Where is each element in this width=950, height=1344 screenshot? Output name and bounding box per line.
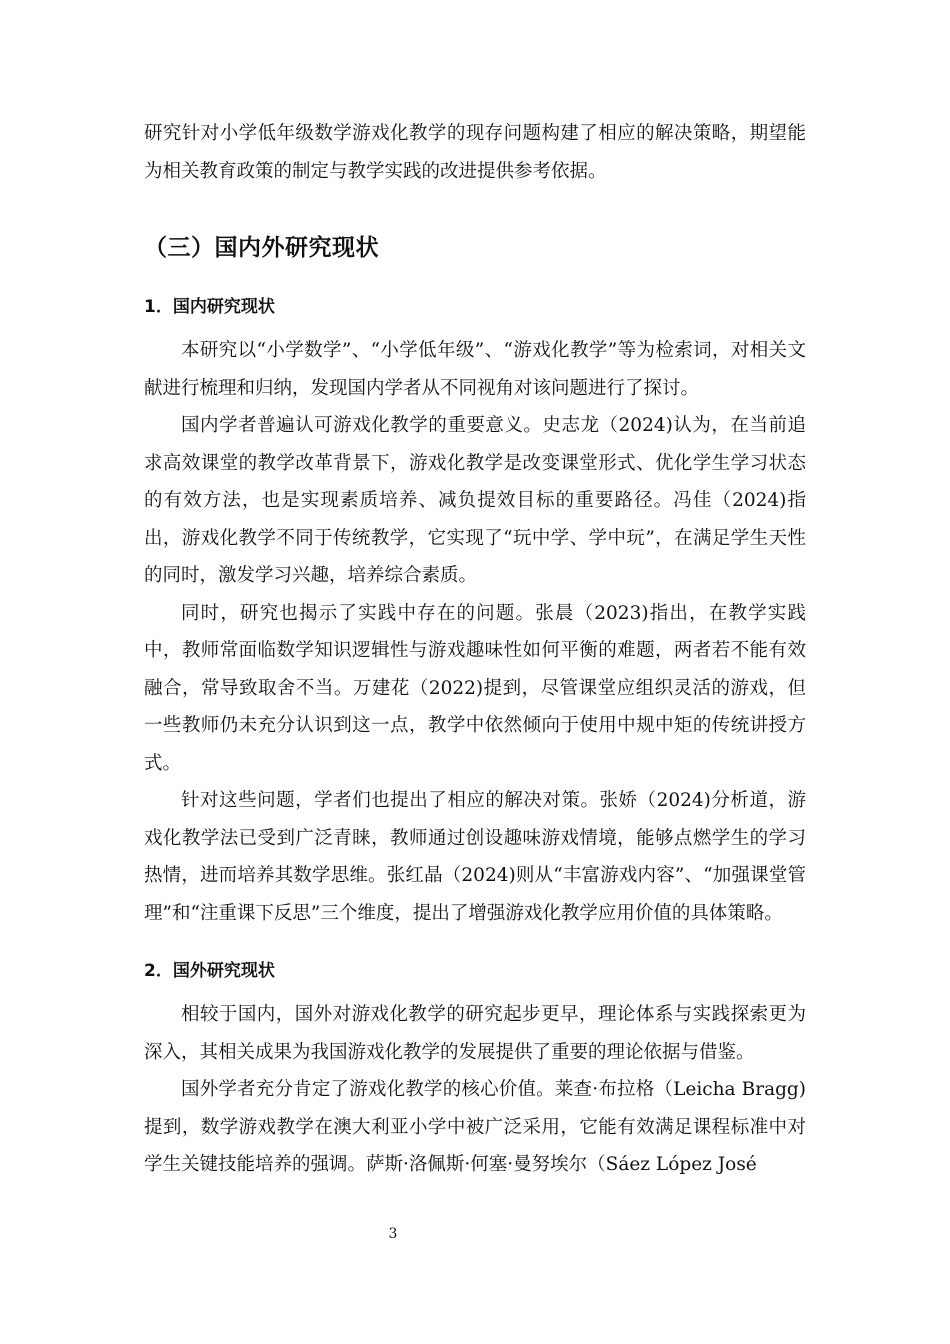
foreign-paragraph-2: 国外学者充分肯定了游戏化教学的核心价值。莱查·布拉格（Leicha Bragg)提到，数学游戏教学在澳大利亚小学中被广泛采用，它能有效满足课程标准中对学生关键技能培养的强调。萨斯·洛佩斯·何塞·曼努埃尔（Sáez López José	[144, 1079, 806, 1175]
section-heading-research-status: （三）国内外研究现状	[144, 235, 379, 261]
subsection-heading-foreign: 2．国外研究现状	[144, 961, 275, 981]
intro-paragraph: 研究针对小学低年级数学游戏化教学的现存问题构建了相应的解决策略，期望能为相关教育政策的制定与教学实践的改进提供参考依据。	[144, 123, 806, 182]
foreign-paragraph-1: 相较于国内，国外对游戏化教学的研究起步更早，理论体系与实践探索更为深入，其相关成果为我国游戏化教学的发展提供了重要的理论依据与借鉴。	[144, 1004, 806, 1063]
domestic-paragraph-3: 同时，研究也揭示了实践中存在的问题。张晨（2023)指出，在教学实践中，教师常面临数学知识逻辑性与游戏趣味性如何平衡的难题，两者若不能有效融合，常导致取舍不当。万建花（2022)提到，尽管课堂应组织灵活的游戏，但一些教师仍未充分认识到这一点，教学中依然倾向于使用中规中矩的传统讲授方式。	[144, 602, 806, 774]
domestic-paragraph-4: 针对这些问题，学者们也提出了相应的解决对策。张娇（2024)分析道，游戏化教学法已受到广泛青睐，教师通过创设趣味游戏情境，能够点燃学生的学习热情，进而培养其数学思维。张红晶（2024)则从“丰富游戏内容”、“加强课堂管理”和“注重课下反思”三个维度，提出了增强游戏化教学应用价值的具体策略。	[144, 790, 806, 924]
page-number: 3	[388, 1226, 398, 1242]
subsection-heading-domestic: 1．国内研究现状	[144, 297, 275, 317]
page-content	[144, 115, 806, 1184]
domestic-paragraph-1: 本研究以“小学数学”、“小学低年级”、“游戏化教学”等为检索词，对相关文献进行梳理和归纳，发现国内学者从不同视角对该问题进行了探讨。	[144, 340, 806, 399]
domestic-paragraph-2: 国内学者普遍认可游戏化教学的重要意义。史志龙（2024)认为，在当前追求高效课堂的教学改革背景下，游戏化教学是改变课堂形式、优化学生学习状态的有效方法，也是实现素质培养、减负提效目标的重要路径。冯佳（2024)指出，游戏化教学不同于传统教学，它实现了“玩中学、学中玩”，在满足学生天性的同时，激发学习兴趣，培养综合素质。	[144, 415, 806, 586]
